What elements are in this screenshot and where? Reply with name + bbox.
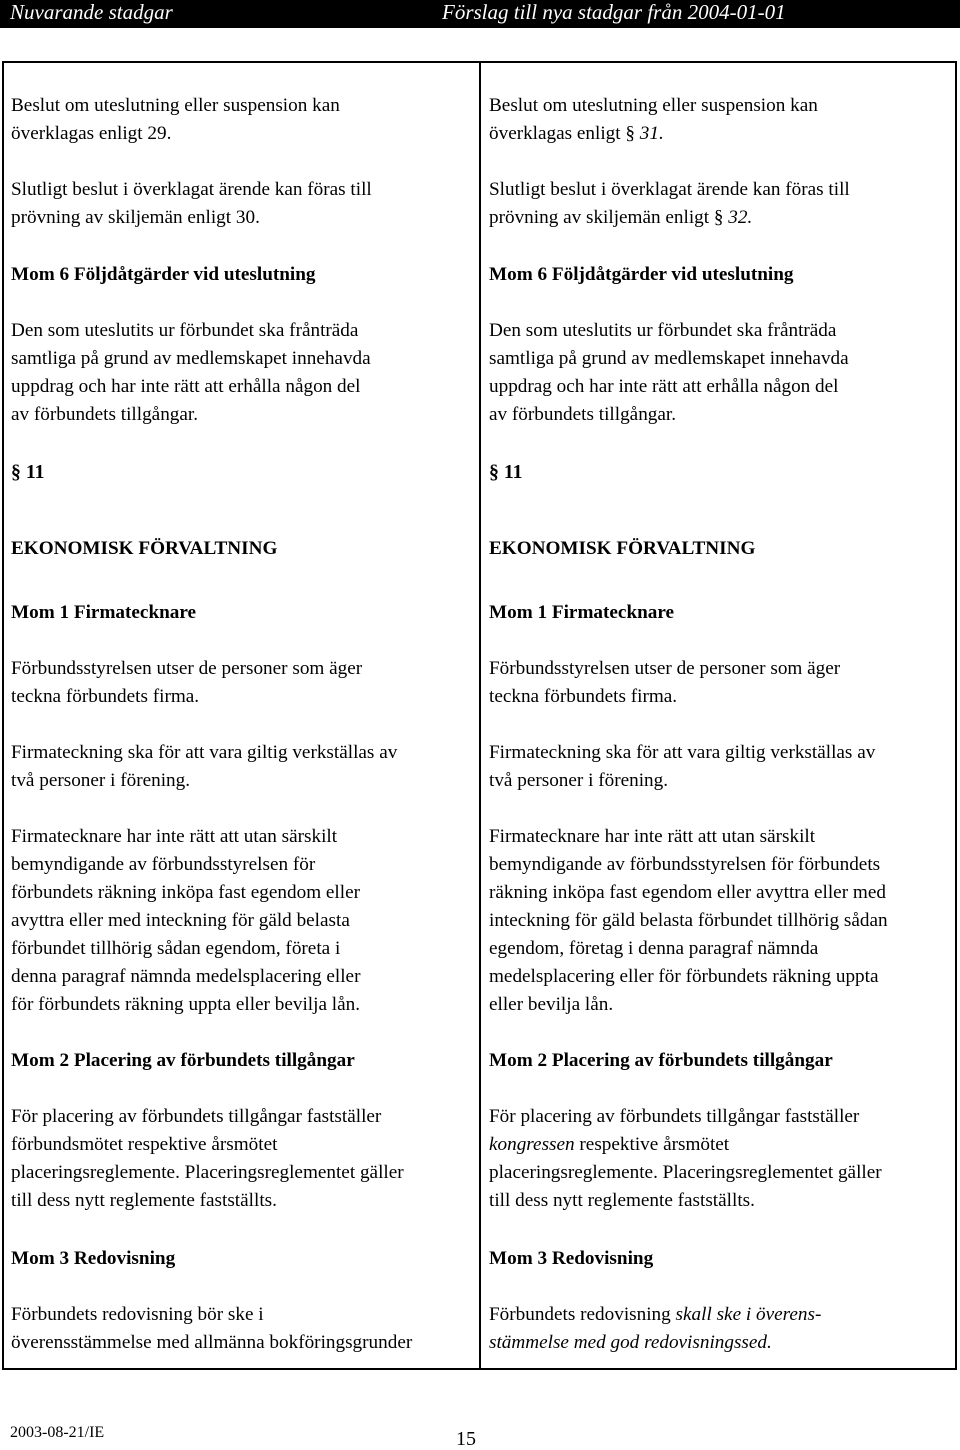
column-divider	[479, 61, 481, 1370]
paragraph: uppdrag och har inte rätt att erhålla någon del	[11, 376, 361, 397]
paragraph: Den som uteslutits ur förbundet ska frånträda	[11, 320, 359, 341]
paragraph: avyttra eller med inteckning för gäld belasta	[11, 910, 350, 931]
paragraph: kongressen respektive årsmötet	[489, 1134, 730, 1155]
paragraph: eller bevilja lån.	[489, 994, 614, 1015]
section-heading: Mom 2 Placering av förbundets tillgångar	[489, 1050, 833, 1071]
paragraph: samtliga på grund av medlemskapet innehavda	[11, 348, 371, 369]
paragraph: egendom, företag i denna paragraf nämnda	[489, 938, 819, 959]
paragraph: av förbundets tillgångar.	[489, 404, 677, 425]
section-sign-icon: §	[713, 207, 724, 228]
paragraph: Förbundets redovisning skall ske i överens-	[489, 1304, 822, 1325]
paragraph: teckna förbundets firma.	[489, 686, 678, 707]
paragraph: stämmelse med god redovisningssed.	[489, 1332, 772, 1353]
paragraph: Beslut om uteslutning eller suspension kan	[11, 95, 340, 116]
paragraph: denna paragraf nämnda medelsplacering eller	[11, 966, 361, 987]
paragraph: Förbundsstyrelsen utser de personer som äger	[489, 658, 841, 679]
section-sign-icon: §	[11, 461, 21, 483]
chapter-title: EKONOMISK FÖRVALTNING	[11, 538, 278, 559]
page-number: 15	[456, 1428, 476, 1450]
chapter-title: EKONOMISK FÖRVALTNING	[489, 538, 756, 559]
paragraph: Förbundsstyrelsen utser de personer som äger	[11, 658, 363, 679]
section-heading: Mom 6 Följdåtgärder vid uteslutning	[11, 264, 316, 285]
paragraph: teckna förbundets firma.	[11, 686, 200, 707]
paragraph: Slutligt beslut i överklagat ärende kan föras till	[489, 179, 850, 200]
paragraph-number: § 11	[489, 461, 523, 483]
paragraph: förbundsmötet respektive årsmötet	[11, 1134, 278, 1155]
header-right-title: Förslag till nya stadgar från 2004-01-01	[442, 0, 786, 24]
paragraph: till dess nytt reglemente fastställts.	[489, 1190, 755, 1211]
paragraph: För placering av förbundets tillgångar fastställer	[11, 1106, 382, 1127]
paragraph: överklagas enligt § 31.	[489, 123, 664, 144]
paragraph: Firmatecknare har inte rätt att utan särskilt	[11, 826, 338, 847]
paragraph: prövning av skiljemän enligt § 32.	[489, 207, 753, 228]
current-statutes-column	[11, 63, 473, 1357]
paragraph: Beslut om uteslutning eller suspension kan	[489, 95, 818, 116]
paragraph-number: § 11	[11, 461, 45, 483]
paragraph: medelsplacering eller för förbundets räkning uppta	[489, 966, 879, 987]
paragraph: Firmatecknare har inte rätt att utan särskilt	[489, 826, 816, 847]
paragraph: räkning inköpa fast egendom eller avyttra eller med	[489, 882, 886, 903]
paragraph: prövning av skiljemän enligt 30.	[11, 207, 260, 228]
paragraph: av förbundets tillgångar.	[11, 404, 199, 425]
paragraph: överklagas enligt 29.	[11, 123, 172, 144]
paragraph: överensstämmelse med allmänna bokföringsgrunder	[11, 1332, 413, 1353]
paragraph: placeringsreglemente. Placeringsreglementet gäller	[489, 1162, 882, 1183]
section-heading: Mom 1 Firmatecknare	[11, 602, 197, 623]
proposed-statutes-column	[489, 63, 951, 1357]
paragraph: För placering av förbundets tillgångar fastställer	[489, 1106, 860, 1127]
section-heading: Mom 6 Följdåtgärder vid uteslutning	[489, 264, 794, 285]
paragraph: förbundet tillhörig sådan egendom, företa i	[11, 938, 341, 959]
section-heading: Mom 3 Redovisning	[489, 1248, 654, 1269]
paragraph: uppdrag och har inte rätt att erhålla någon del	[489, 376, 839, 397]
paragraph: Firmateckning ska för att vara giltig verkställas av	[11, 742, 398, 763]
paragraph: till dess nytt reglemente fastställts.	[11, 1190, 277, 1211]
section-sign-icon: §	[489, 461, 499, 483]
section-heading: Mom 2 Placering av förbundets tillgångar	[11, 1050, 355, 1071]
header-left-title: Nuvarande stadgar	[10, 0, 173, 24]
section-heading: Mom 1 Firmatecknare	[489, 602, 675, 623]
paragraph: Slutligt beslut i överklagat ärende kan föras till	[11, 179, 372, 200]
paragraph: Den som uteslutits ur förbundet ska frånträda	[489, 320, 837, 341]
section-sign-icon: §	[625, 123, 635, 144]
paragraph: för förbundets räkning uppta eller bevilja lån.	[11, 994, 360, 1015]
paragraph: Firmateckning ska för att vara giltig verkställas av	[489, 742, 876, 763]
paragraph: Förbundets redovisning bör ske i	[11, 1304, 264, 1325]
section-heading: Mom 3 Redovisning	[11, 1248, 176, 1269]
footer-date: 2003-08-21/IE	[10, 1424, 105, 1441]
paragraph: två personer i förening.	[489, 770, 669, 791]
paragraph: samtliga på grund av medlemskapet innehavda	[489, 348, 849, 369]
paragraph: inteckning för gäld belasta förbundet tillhörig sådan	[489, 910, 888, 931]
paragraph: två personer i förening.	[11, 770, 191, 791]
page-header	[0, 0, 960, 28]
paragraph: förbundets räkning inköpa fast egendom eller	[11, 882, 361, 903]
paragraph: bemyndigande av förbundsstyrelsen för förbundets	[489, 854, 881, 875]
paragraph: placeringsreglemente. Placeringsreglementet gäller	[11, 1162, 404, 1183]
paragraph: bemyndigande av förbundsstyrelsen för	[11, 854, 316, 875]
